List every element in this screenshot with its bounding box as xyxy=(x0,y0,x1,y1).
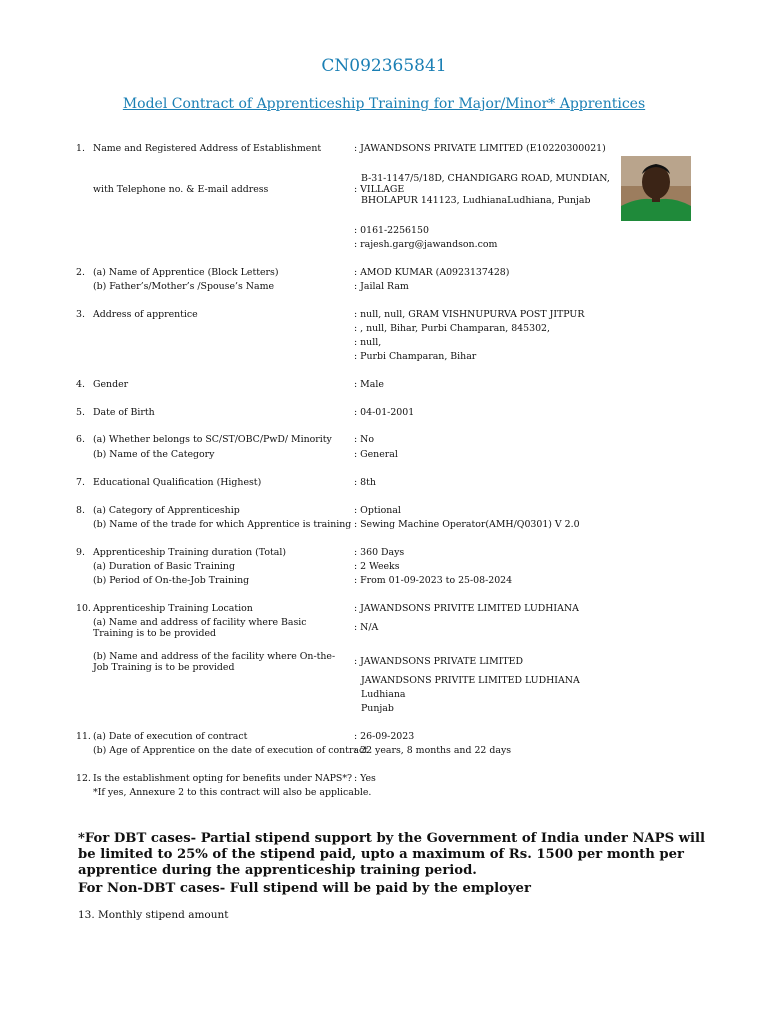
item-10b-value: : JAWANDSONS PRIVATE LIMITED xyxy=(354,656,524,667)
item-2-number: 2. xyxy=(76,267,85,278)
item-11a-value: : 26-09-2023 xyxy=(354,731,415,742)
item-1-phone: : 0161-2256150 xyxy=(354,225,429,236)
item-1-email: : rajesh.garg@jawandson.com xyxy=(354,239,498,250)
item-1-address-line1: B-31-1147/5/18D, CHANDIGARG ROAD, MUNDIAN, xyxy=(361,173,610,184)
item-6b-value: : General xyxy=(354,449,398,460)
person-photo-icon xyxy=(621,156,691,221)
item-10-label: Apprenticeship Training Location xyxy=(93,603,253,614)
item-11a-label: (a) Date of execution of contract xyxy=(93,731,248,742)
item-11b-value: : 22 years, 8 months and 22 days xyxy=(354,745,512,756)
item-8a-value: : Optional xyxy=(354,505,401,516)
item-8b-label: (b) Name of the trade for which Apprentice is training xyxy=(93,519,352,530)
item-12-number: 12. xyxy=(76,773,91,784)
item-9b-label: (b) Period of On-the-Job Training xyxy=(93,575,250,586)
item-9b-value: : From 01-09-2023 to 25-08-2024 xyxy=(354,575,513,586)
apprentice-photo xyxy=(621,156,691,221)
item-11-number: 11. xyxy=(76,731,91,742)
item-10b-address-line2: Ludhiana xyxy=(361,689,406,700)
item-10a-label: (a) Name and address of facility where Basic Training is to be provided xyxy=(93,617,307,639)
item-3-line3: : null, xyxy=(354,337,382,348)
item-2a-label: (a) Name of Apprentice (Block Letters) xyxy=(93,267,279,278)
item-9a-value: : 2 Weeks xyxy=(354,561,400,572)
item-1-establishment: : JAWANDSONS PRIVATE LIMITED (E10220300021) xyxy=(354,143,606,154)
item-5-number: 5. xyxy=(76,407,85,418)
item-9a-label: (a) Duration of Basic Training xyxy=(93,561,235,572)
item-5-label: Date of Birth xyxy=(93,407,155,418)
non-dbt-note: For Non-DBT cases- Full stipend will be paid by the employer xyxy=(78,881,531,896)
item-12-note: *If yes, Annexure 2 to this contract will also be applicable. xyxy=(93,787,372,798)
item-4-value: : Male xyxy=(354,379,384,390)
item-1-label: Name and Registered Address of Establishment xyxy=(93,143,322,154)
item-9-value: : 360 Days xyxy=(354,547,405,558)
item-4-number: 4. xyxy=(76,379,85,390)
item-8b-value: : Sewing Machine Operator(AMH/Q0301) V 2.0 xyxy=(354,519,580,530)
item-10b-address-line3: Punjab xyxy=(361,703,394,714)
item-1-number: 1. xyxy=(76,143,85,154)
item-7-label: Educational Qualification (Highest) xyxy=(93,477,262,488)
item-10a-value: : N/A xyxy=(354,622,379,633)
document-id: CN092365841 xyxy=(321,56,447,76)
document-title: Model Contract of Apprenticeship Training for Major/Minor* Apprentices xyxy=(122,96,646,112)
item-5-value: : 04-01-2001 xyxy=(354,407,415,418)
item-3-line2: : , null, Bihar, Purbi Champaran, 845302, xyxy=(354,323,550,334)
item-1-address-line3: BHOLAPUR 141123, LudhianaLudhiana, Punjab xyxy=(361,195,591,206)
item-6a-label: (a) Whether belongs to SC/ST/OBC/PwD/ Minority xyxy=(93,434,332,445)
item-11b-label: (b) Age of Apprentice on the date of execution of contract xyxy=(93,745,369,756)
item-4-label: Gender xyxy=(93,379,129,390)
item-3-line4: : Purbi Champaran, Bihar xyxy=(354,351,477,362)
item-7-value: : 8th xyxy=(354,477,376,488)
dbt-note: *For DBT cases- Partial stipend support by the Government of India under NAPS will be limited to 25% of the stipend paid, upto a maximum of Rs. 1500 per month per apprentice during the apprenticeship training period. xyxy=(78,831,706,878)
item-2b-value: : Jailal Ram xyxy=(354,281,409,292)
item-9-number: 9. xyxy=(76,547,85,558)
item-10b-address-line1: JAWANDSONS PRIVITE LIMITED LUDHIANA xyxy=(361,675,580,686)
item-10-number: 10. xyxy=(76,603,91,614)
item-3-label: Address of apprentice xyxy=(93,309,198,320)
item-10-value: : JAWANDSONS PRIVITE LIMITED LUDHIANA xyxy=(354,603,579,614)
item-3-number: 3. xyxy=(76,309,85,320)
item-7-number: 7. xyxy=(76,477,85,488)
item-12-label: Is the establishment opting for benefits under NAPS*? xyxy=(93,773,353,784)
item-10b-label: (b) Name and address of the facility where On-the-Job Training is to be provided xyxy=(93,651,336,673)
item-3-line1: : null, null, GRAM VISHNUPURVA POST JITPUR xyxy=(354,309,585,320)
item-13-label: 13. Monthly stipend amount xyxy=(78,909,229,921)
item-6b-label: (b) Name of the Category xyxy=(93,449,215,460)
item-6-number: 6. xyxy=(76,434,85,445)
item-6a-value: : No xyxy=(354,434,374,445)
item-12-value: : Yes xyxy=(354,773,376,784)
item-8-number: 8. xyxy=(76,505,85,516)
item-1-contact-label: with Telephone no. & E-mail address xyxy=(93,184,269,195)
item-1-address-line2: : VILLAGE xyxy=(354,184,405,195)
item-2a-value: : AMOD KUMAR (A0923137428) xyxy=(354,267,510,278)
item-9-label: Apprenticeship Training duration (Total) xyxy=(93,547,286,558)
item-8a-label: (a) Category of Apprenticeship xyxy=(93,505,240,516)
item-2b-label: (b) Father’s/Mother’s /Spouse’s Name xyxy=(93,281,275,292)
